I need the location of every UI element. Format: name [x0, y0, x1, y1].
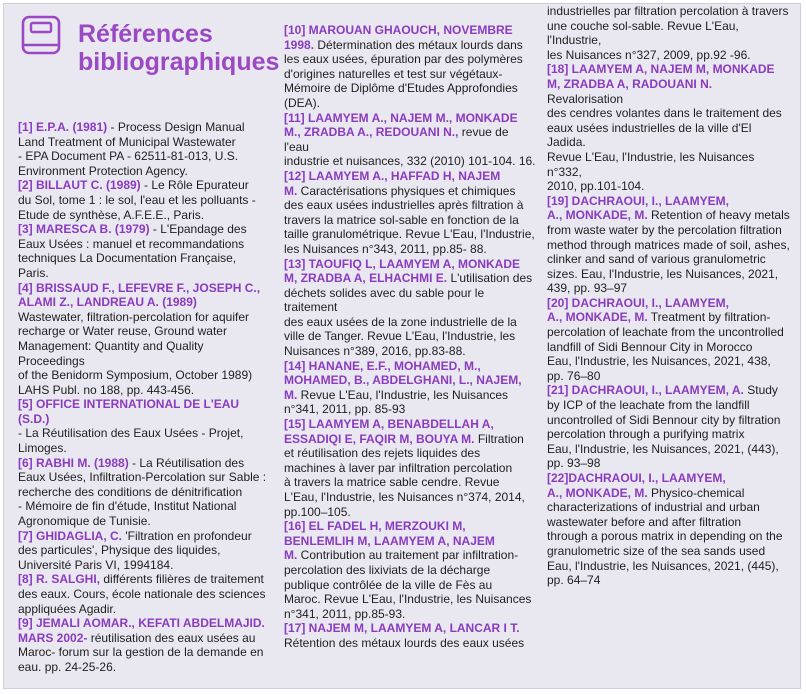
- reference-details: revue de l'eau industrie et nuisances, 332 (2010) 101-104. 16.: [284, 125, 536, 169]
- reference-details: industrielles par filtration percolation à travers une couche sol-sable. Revue L'Eau, l'Industrie, les Nuisances n°327, 2009, pp.92 -96.: [547, 4, 789, 62]
- title-line-2: bibliographiques: [78, 48, 280, 76]
- reference-details: Treatment by filtration- percolation of leachate from the uncontrolled landfill of Sidi Bennour City in Morocco Eau, l'Industrie, les Nuisances, 2021, 438, pp. 76–80: [547, 310, 784, 383]
- page-title: [78, 20, 279, 76]
- reference-details: Physico-chemical characterizations of industrial and urban wastewater before and after filtration through a porous matrix in depending on the granulometric size of the sea sands used Eau, l'Industrie, les Nuisances, 2021, (445), pp. 64–74: [547, 485, 783, 588]
- book-icon: [20, 14, 62, 56]
- reference-authors: [18] LAAMYEM A, NAJEM M, MONKADE M, ZRADBA A, RADOUANI N.: [547, 62, 775, 91]
- reference-details: Contribution au traitement par infiltration- percolation des lixiviats de la décharge publique contrôlée de la ville de Fès au Maroc. Revue L'Eau, l'Industrie, les Nuisances n°341, 2011, pp.85-93.: [284, 548, 532, 621]
- reference-details: Study by ICP of the leachate from the landfill uncontrolled of Sidi Bennour city by filtration percolation through a purifying matrix Eau, l'Industrie, les Nuisances, 2021, (443), pp. 93–98: [547, 383, 781, 471]
- reference-entry: [18, 281, 270, 398]
- reference-entry: [18, 120, 270, 178]
- reference-authors: [11] LAAMYEM A., NAJEM M., MONKADE M., ZRADBA A., REDOUANI N.,: [284, 110, 518, 140]
- reference-authors: [21] DACHRAOUI, I., LAAMYEM, A.: [547, 383, 744, 398]
- reference-authors: [15] LAAMYEM A, BENABDELLAH A, ESSADIQI E, FAQIR M, BOUYA M.: [284, 417, 494, 446]
- reference-authors: [16] EL FADEL H, MERZOUKI M, BENLEMLIH M, LAAMYEM A, NAJEM M.: [284, 519, 495, 563]
- reference-details: - Process Design Manual Land Treatment of Municipal Wastewater - EPA Document PA - 62511-81-013, U.S. Environment Protection Agency.: [18, 120, 245, 178]
- reference-entry: [547, 194, 791, 296]
- reference-entry: [284, 519, 536, 621]
- reference-entry: [284, 621, 536, 650]
- reference-authors: [20] DACHRAOUI, I., LAAMYEM, A., MONKADE, M.: [547, 295, 730, 325]
- reference-entry: [284, 417, 536, 519]
- reference-details: réutilisation des eaux usées au Maroc- forum sur la gestion de la demande en eau. pp. 24-25-26.: [18, 630, 264, 674]
- reference-details: Filtration et réutilisation des rejets liquides des machines à laver par infiltration percolation à travers la matrice sable cendre. Revue L'Eau, l'Industrie, les Nuisances n°374, 2014, pp.100–105.: [284, 431, 525, 519]
- references-panel: [3, 3, 801, 689]
- reference-details: Revalorisation des cendres volantes dans le traitement des eaux usées industrielles de la ville d'El Jadida. Revue L'Eau, l'Industrie, les Nuisances n°332, 2010, pp.101-104.: [547, 91, 782, 194]
- reference-details: Retention of heavy metals from waste water by the percolation filtration method through matrices made of soil, ashes, clinker and sand of various granulometric sizes. Eau, l'Industrie, les Nuisances, 2021, 439, pp. 93–97: [547, 208, 790, 296]
- reference-details: Wastewater, filtration-percolation for aquifer recharge or Water reuse, Ground water Management: Quantity and Quality Proceedings of the Benidorm Symposium, October 1989) LAHS Publ. no 188, pp. 443-456.: [18, 309, 253, 397]
- reference-details: L'utilisation des déchets solides avec du sable pour le traitement des eaux usées de la zone industrielle de la ville de Tanger. Revue L'Eau, l'Industrie, les Nuisances n°389, 2016, pp.83-88.: [284, 271, 533, 359]
- reference-authors: [12] LAAMYEM A., HAFFAD H, NAJEM M.: [284, 168, 501, 198]
- reference-column-3: [547, 4, 791, 588]
- reference-entry: [547, 62, 791, 193]
- reference-authors: [19] DACHRAOUI, I., LAAMYEM, A., MONKADE, M.: [547, 193, 730, 223]
- reference-column-1: [18, 120, 270, 675]
- reference-authors: [22]DACHRAOUI, I., LAAMYEM, A., MONKADE, M.: [547, 471, 726, 500]
- reference-entry: [284, 359, 536, 417]
- reference-entry: [284, 111, 536, 169]
- reference-authors: [17] NAJEM M, LAAMYEM A, LANCAR I T.: [284, 621, 520, 636]
- reference-details: - La Réutilisation des Eaux Usées - Projet, Limoges.: [18, 426, 244, 456]
- reference-authors: [10] MAROUAN GHAOUCH, NOVEMBRE 1998.: [284, 23, 513, 52]
- reference-details: 'Filtration en profondeur des particules', Physique des liquides, Université Paris VI, 1994184.: [18, 528, 252, 572]
- reference-authors: [4] BRISSAUD F., LEFEVRE F., JOSEPH C., ALAMI Z., LANDREAU A. (1989): [18, 280, 261, 310]
- reference-details: - Le Rôle Epurateur du Sol, tome 1 : le sol, l'eau et les polluants - Etude de synthèse, A.F.E.E., Paris.: [18, 178, 256, 222]
- reference-entry: [18, 178, 270, 222]
- reference-details: - L'Epandage des Eaux Usées : manuel et recommandations techniques La Documentation Française, Paris.: [18, 222, 247, 280]
- reference-details: Rétention des métaux lourds des eaux usées: [284, 635, 525, 650]
- reference-authors: [8] R. SALGHI,: [18, 572, 101, 587]
- reference-entry: [18, 529, 270, 573]
- reference-details: Détermination des métaux lourds dans les eaux usées, épuration par des polymères d'origines naturelles et test sur végétaux- Mémoire de Diplôme d'Etudes Approfondies (DEA).: [284, 37, 523, 110]
- reference-authors: [3] MARESCA B. (1979): [18, 222, 150, 237]
- title-line-1: Références: [78, 20, 213, 48]
- reference-entry: [284, 169, 536, 257]
- reference-authors: [7] GHIDAGLIA, C.: [18, 528, 122, 543]
- reference-authors: [14] HANANE, E.F., MOHAMED, M., MOHAMED, B., ABDELGHANI, L., NAJEM, M.: [284, 358, 522, 402]
- reference-column-2: [284, 23, 536, 651]
- reference-entry: [18, 222, 270, 280]
- reference-entry: [547, 471, 791, 588]
- reference-entry: [284, 257, 536, 359]
- reference-authors: [6] RABHI M. (1988): [18, 455, 129, 470]
- reference-authors: [9] JEMALI AOMAR., KEFATI ABDELMAJID. MARS 2002-: [18, 616, 265, 645]
- reference-entry: [18, 456, 270, 529]
- reference-entry: [547, 296, 791, 384]
- reference-details: différents filières de traitement des eaux. Cours, école nationale des sciences appliquées Agadir.: [18, 572, 266, 616]
- reference-entry: [284, 23, 536, 111]
- reference-entry: [18, 397, 270, 455]
- reference-entry: [547, 4, 791, 62]
- reference-authors: [5] OFFICE INTERNATIONAL DE L'EAU (S.D.): [18, 397, 240, 426]
- reference-authors: [2] BILLAUT C. (1989): [18, 178, 141, 193]
- reference-details: Caractérisations physiques et chimiques des eaux usées industrielles après filtration à travers la matrice sol-sable en fonction de la taille granulométrique. Revue L'Eau, l'Industrie, les Nuisances n°343, 2011, pp.85- 88.: [284, 183, 535, 256]
- reference-details: - La Réutilisation des Eaux Usées, Infiltration-Percolation sur Sable : recherche des conditions de dénitrification - Mémoire de fin d'étude, Institut National Agronomique de Tunisie.: [18, 455, 267, 529]
- reference-authors: [1] E.P.A. (1981): [18, 120, 108, 134]
- reference-entry: [18, 572, 270, 616]
- reference-details: Revue L'Eau, l'Industrie, les Nuisances n°341, 2011, pp. 85-93: [284, 387, 509, 417]
- reference-entry: [18, 616, 270, 674]
- reference-authors: [13] TAOUFIQ L, LAAMYEM A, MONKADE M, ZRADBA A, ELHACHMI E.: [284, 256, 520, 286]
- reference-entry: [547, 383, 791, 471]
